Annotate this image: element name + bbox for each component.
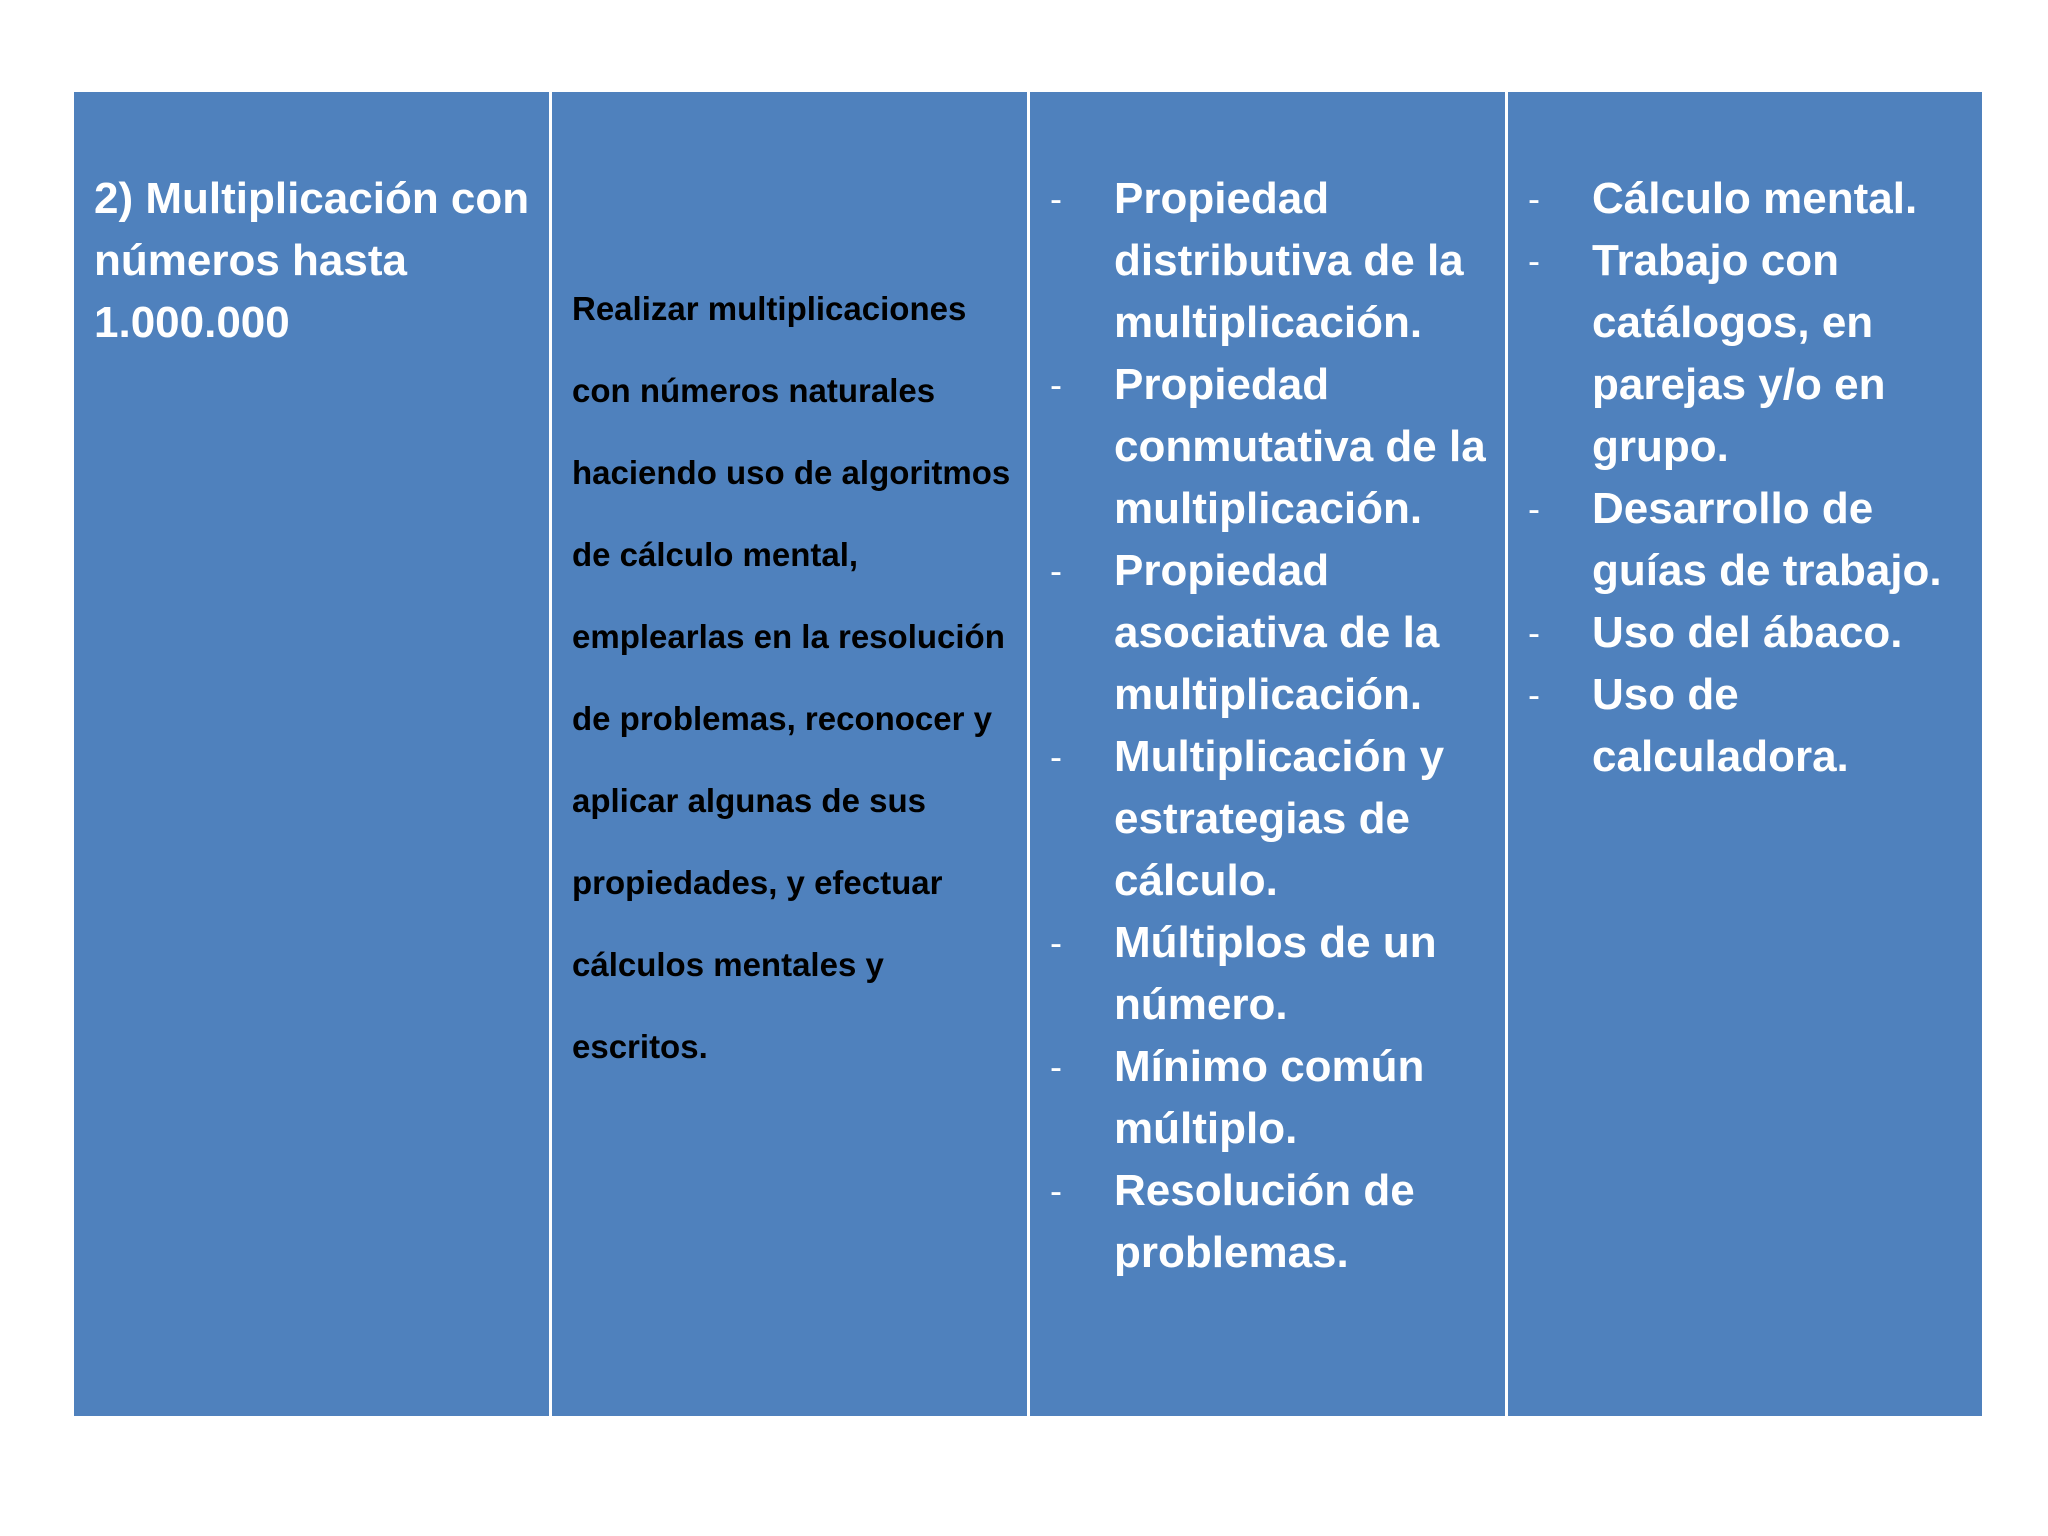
topic-text: Mínimo común múltiplo. [1114, 1042, 1425, 1153]
list-item [1050, 540, 1491, 726]
bullet-dash: - [1528, 674, 1540, 715]
bullet-dash: - [1050, 922, 1062, 963]
topic-text: Resolución de problemas. [1114, 1166, 1415, 1277]
list-item [1050, 912, 1491, 1036]
content-cell [74, 92, 549, 1416]
bullet-dash: - [1050, 364, 1062, 405]
bullet-dash: - [1050, 1046, 1062, 1087]
topics-list [1050, 168, 1491, 1284]
list-item [1528, 168, 1972, 230]
topic-text: Propiedad conmutativa de la multiplicación. [1114, 360, 1486, 533]
list-item [1050, 726, 1491, 912]
curriculum-table [74, 92, 1982, 1416]
list-item [1050, 1160, 1491, 1284]
activities-cell [1508, 92, 1982, 1416]
list-item [1050, 1036, 1491, 1160]
topic-text: Propiedad distributiva de la multiplicación. [1114, 174, 1464, 347]
bullet-dash: - [1050, 736, 1062, 777]
topics-cell [1030, 92, 1505, 1416]
objective-text: Realizar multiplicaciones con números naturales haciendo uso de algoritmos de cálculo mental, emplearlas en la resolución de problemas, reconocer y aplicar algunas de sus propiedades, y efectuar cálculos mentales y escritos. [572, 290, 1011, 1065]
list-item [1050, 354, 1491, 540]
bullet-dash: - [1050, 1170, 1062, 1211]
content-title: 2) Multiplicación con números hasta 1.000.000 [94, 174, 530, 347]
topic-text: Multiplicación y estrategias de cálculo. [1114, 732, 1445, 905]
list-item [1528, 664, 1972, 788]
bullet-dash: - [1050, 550, 1062, 591]
bullet-dash: - [1528, 178, 1540, 219]
activities-list [1528, 168, 1972, 788]
list-item [1528, 602, 1972, 664]
activity-text: Cálculo mental. [1592, 174, 1918, 223]
activity-text: Desarrollo de guías de trabajo. [1592, 484, 1942, 595]
topic-text: Propiedad asociativa de la multiplicación. [1114, 546, 1440, 719]
list-item [1528, 230, 1972, 478]
bullet-dash: - [1528, 612, 1540, 653]
list-item [1050, 168, 1491, 354]
activity-text: Uso del ábaco. [1592, 608, 1903, 657]
list-item [1528, 478, 1972, 602]
objective-cell [552, 92, 1027, 1416]
activity-text: Trabajo con catálogos, en parejas y/o en grupo. [1592, 236, 1886, 471]
bullet-dash: - [1528, 240, 1540, 281]
bullet-dash: - [1050, 178, 1062, 219]
topic-text: Múltiplos de un número. [1114, 918, 1437, 1029]
activity-text: Uso de calculadora. [1592, 670, 1849, 781]
bullet-dash: - [1528, 488, 1540, 529]
